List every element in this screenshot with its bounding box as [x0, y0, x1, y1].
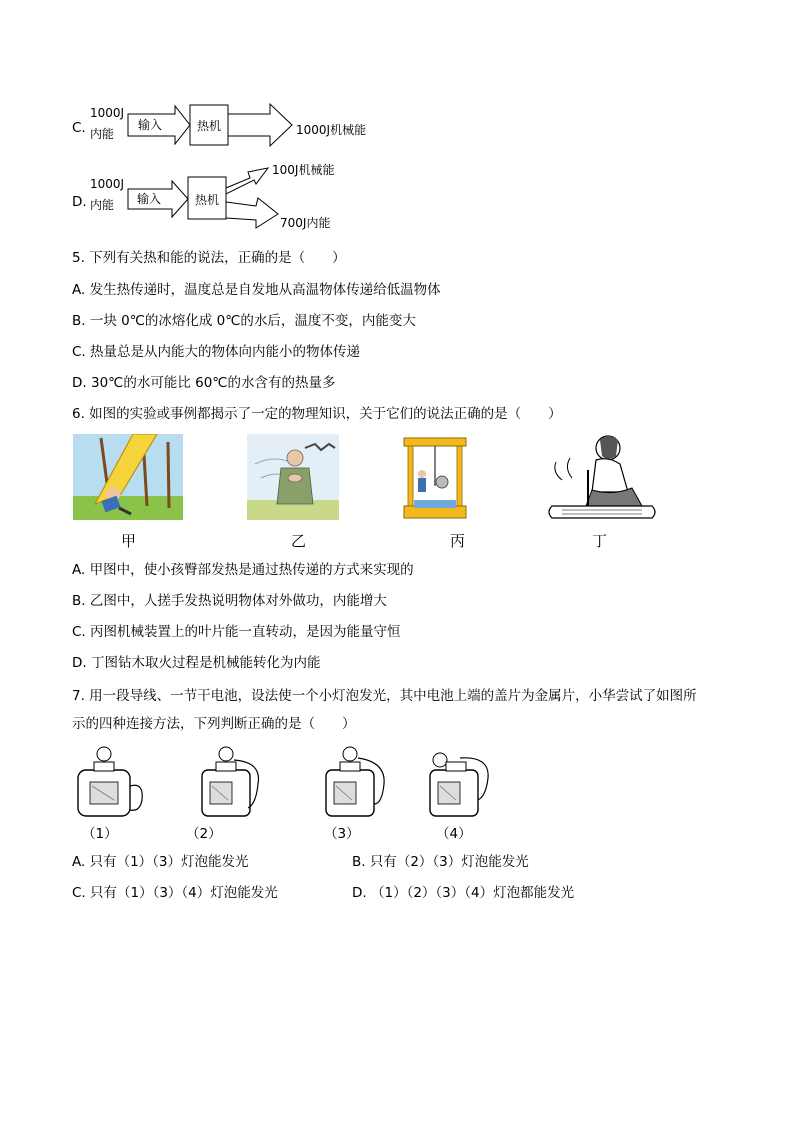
- q6-option-b: B. 乙图中，人搓手发热说明物体对外做功，内能增大: [72, 593, 387, 609]
- diagram-d-arrows: [70, 158, 390, 238]
- battery-bulb-3: [318, 746, 398, 820]
- q6-caption-yi: 乙: [291, 532, 307, 550]
- diagram-d-output-top-label: 100J机械能: [272, 163, 335, 177]
- q7-option-b: B. 只有（2）（3）灯泡能发光: [352, 854, 529, 870]
- q5-stem: 5. 下列有关热和能的说法，正确的是（ ）: [72, 250, 346, 266]
- diagram-c-input-label: 输入: [138, 118, 163, 132]
- battery-bulb-4: [420, 746, 500, 820]
- slide-illustration: [73, 434, 183, 520]
- q7-option-d: D. （1）（2）（3）（4）灯泡都能发光: [352, 885, 575, 901]
- battery-bulb-2: [192, 746, 272, 820]
- diagram-d-output-bottom-label: 700J内能: [280, 216, 331, 230]
- q7-option-a: A. 只有（1）（3）灯泡能发光: [72, 854, 249, 870]
- q7-stem-line2: 示的四种连接方法，下列判断正确的是（ ）: [72, 716, 356, 732]
- diagram-d-input-amount: 1000J: [90, 177, 125, 191]
- diagram-d-letter: D.: [72, 194, 87, 210]
- rubbing-hands-illustration: [247, 434, 339, 520]
- q7-caption-2: （2）: [186, 826, 222, 842]
- q5-option-c: C. 热量总是从内能大的物体向内能小的物体传递: [72, 344, 361, 360]
- diagram-d: [70, 158, 390, 238]
- q7-option-c: C. 只有（1）（3）（4）灯泡能发光: [72, 885, 278, 901]
- q5-option-a: A. 发生热传递时，温度总是自发地从高温物体传递给低温物体: [72, 282, 441, 298]
- diagram-c-output-arrow: [228, 104, 292, 146]
- q5-option-b: B. 一块 0℃的冰熔化成 0℃的水后，温度不变，内能变大: [72, 313, 416, 329]
- diagram-c: [70, 100, 390, 150]
- diagram-c-input-amount: 1000J: [90, 106, 125, 120]
- q6-caption-bing: 丙: [450, 532, 466, 550]
- battery-bulb-1: [70, 746, 150, 820]
- q7-stem-line1: 7. 用一段导线、一节干电池，设法使一个小灯泡发光，其中电池上端的盖片为金属片，小华尝试了如图所: [72, 688, 697, 704]
- diagram-d-input-kind: 内能: [90, 198, 115, 212]
- q6-option-c: C. 丙图机械装置上的叶片能一直转动，是因为能量守恒: [72, 624, 401, 640]
- machine-illustration: [400, 434, 470, 524]
- q7-caption-3: （3）: [324, 826, 360, 842]
- diagram-d-engine-label: 热机: [195, 193, 220, 207]
- q7-caption-4: （4）: [436, 826, 472, 842]
- q6-caption-ding: 丁: [592, 532, 608, 550]
- q7-caption-1: （1）: [82, 826, 118, 842]
- q6-option-a: A. 甲图中，使小孩臀部发热是通过热传递的方式来实现的: [72, 562, 414, 578]
- diagram-d-output-bottom-arrow: [226, 198, 278, 228]
- q6-option-d: D. 丁图钻木取火过程是机械能转化为内能: [72, 655, 321, 671]
- diagram-c-output-label: 1000J机械能: [296, 123, 367, 137]
- diagram-c-input-kind: 内能: [90, 127, 115, 141]
- fire-drill-illustration: [532, 430, 660, 526]
- diagram-d-input-label: 输入: [137, 192, 162, 206]
- diagram-c-engine-label: 热机: [197, 119, 222, 133]
- q5-option-d: D. 30℃的水可能比 60℃的水含有的热量多: [72, 375, 336, 391]
- diagram-d-output-top-arrow: [226, 168, 268, 194]
- diagram-c-letter: C.: [72, 120, 86, 136]
- q6-stem: 6. 如图的实验或事例都揭示了一定的物理知识，关于它们的说法正确的是（ ）: [72, 406, 562, 422]
- q6-caption-jia: 甲: [121, 532, 137, 550]
